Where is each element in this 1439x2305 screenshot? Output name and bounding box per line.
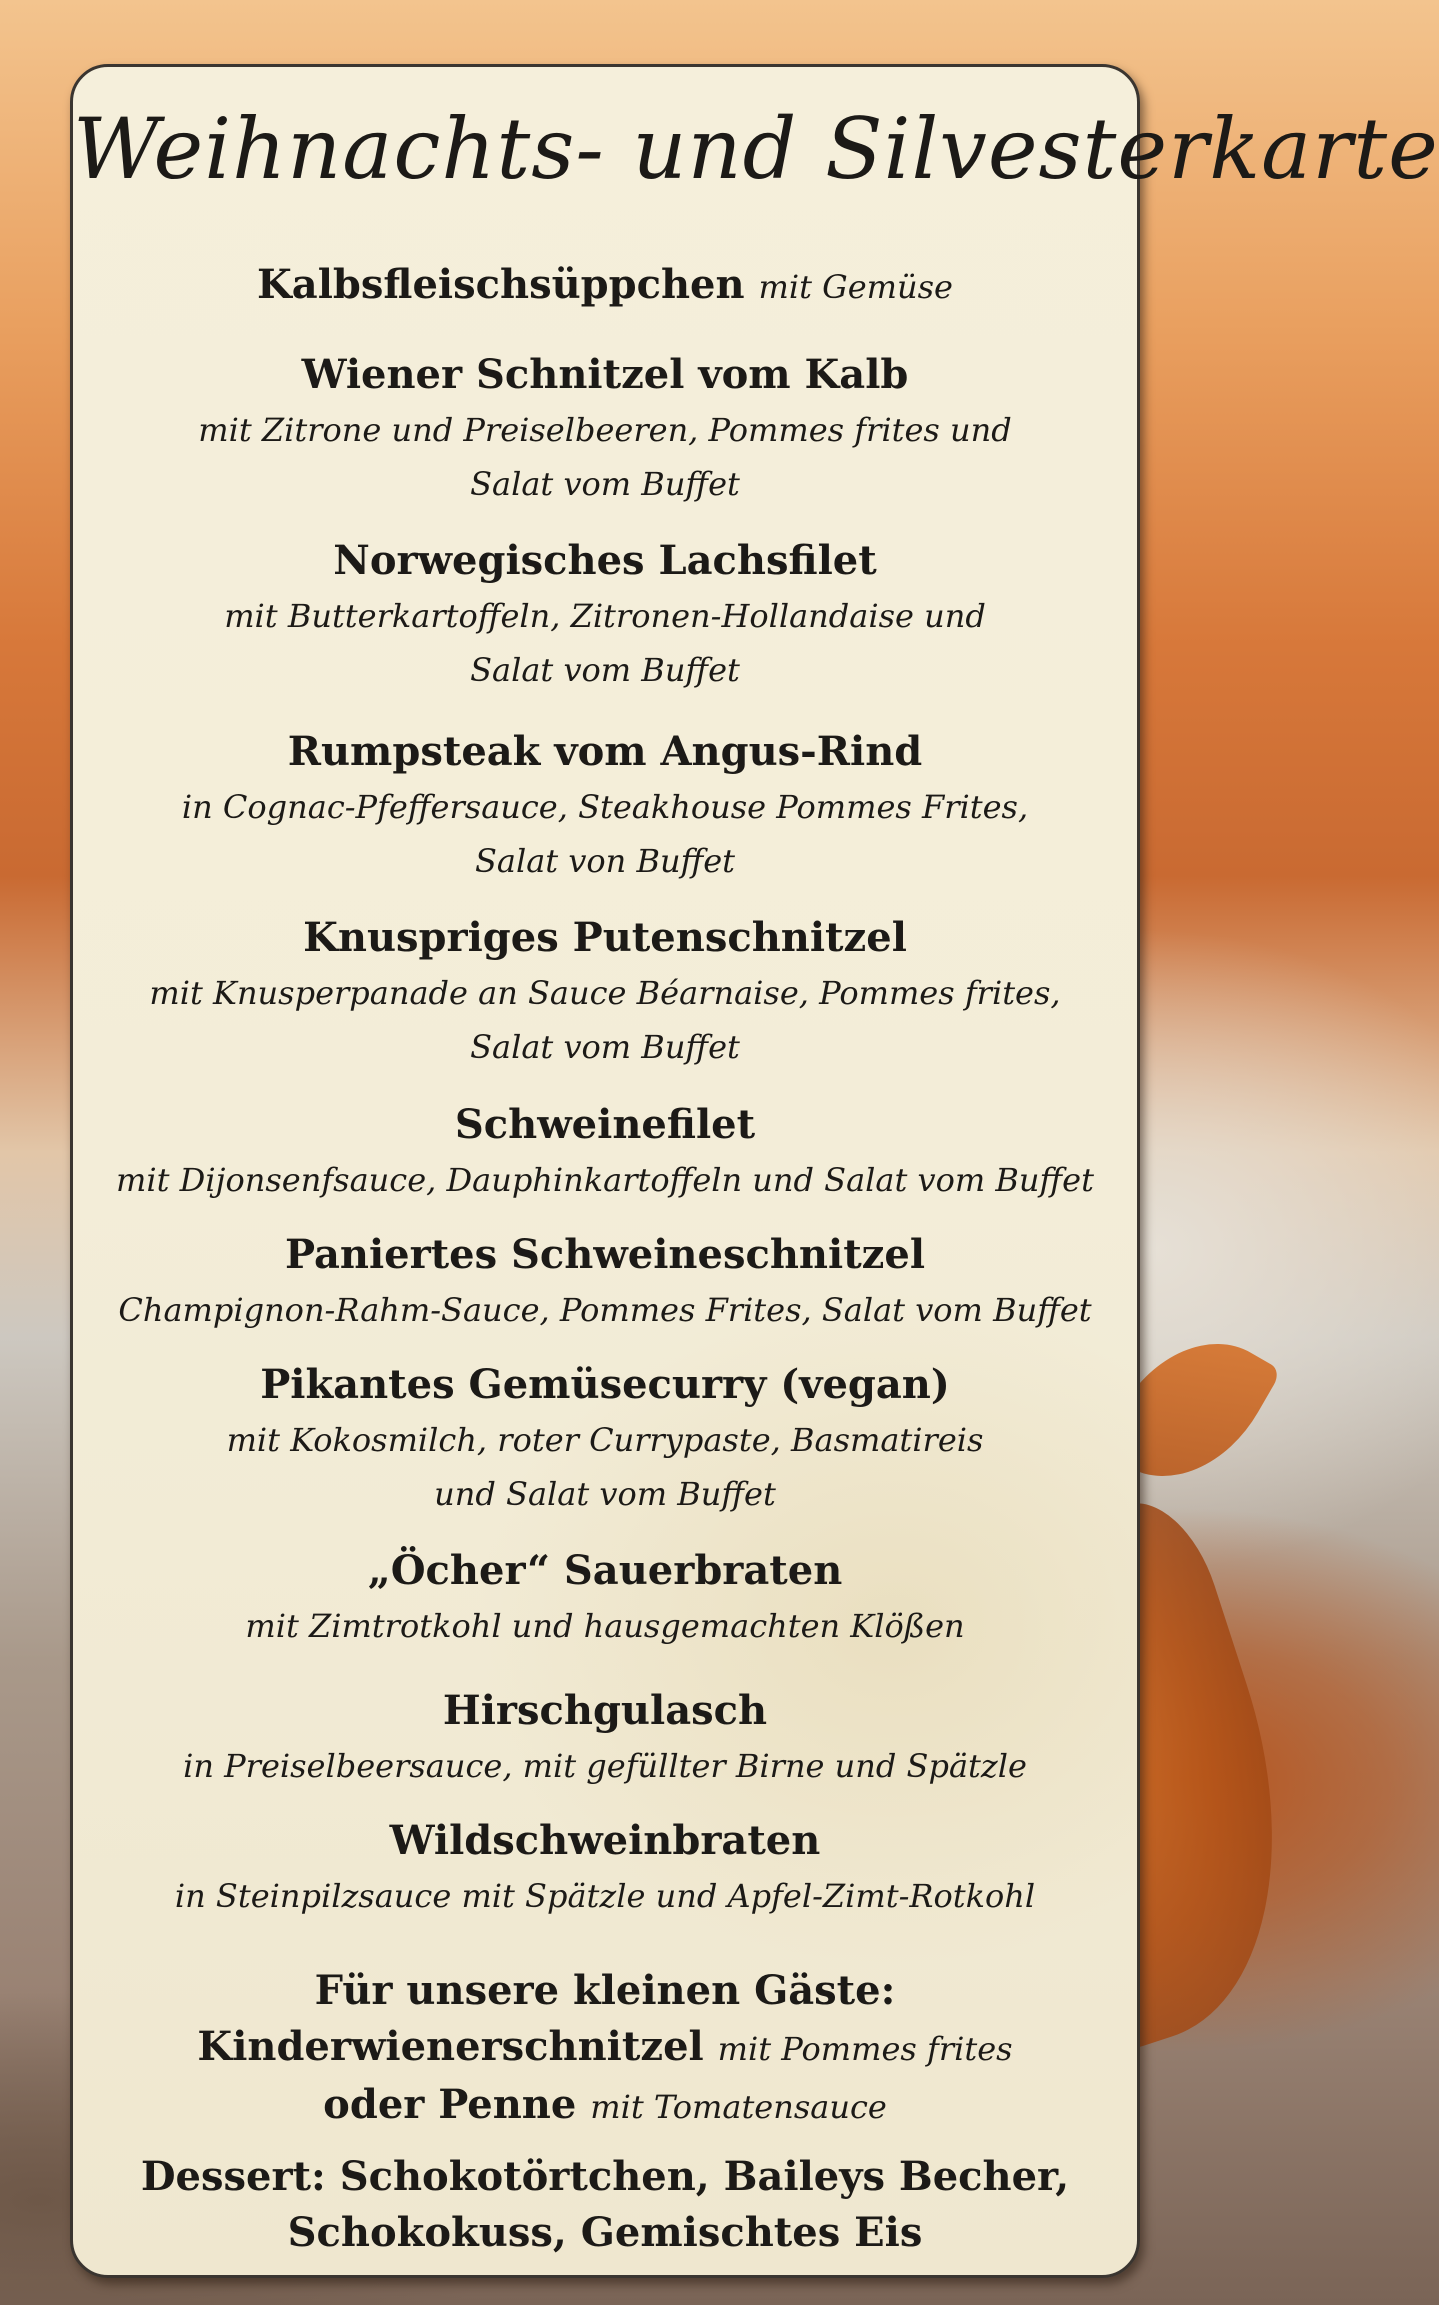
- menu-item-wildschweinbraten: [73, 1813, 1137, 1923]
- dish-name: Hirschgulasch: [442, 1687, 768, 1734]
- dish-name: „Öcher“ Sauerbraten: [367, 1547, 843, 1594]
- menu-card: [70, 64, 1439, 2278]
- kids-dish-name: Kinderwienerschnitzel: [197, 2023, 704, 2070]
- dish-name: Kalbsfleischsüppchen: [257, 261, 745, 308]
- menu-item-hirschgulasch: [73, 1683, 1137, 1793]
- dish-description-line: Salat vom Buffet: [470, 1028, 740, 1066]
- dish-description-line: Salat von Buffet: [474, 842, 736, 880]
- dish-description-line: Champignon-Rahm-Sauce, Pommes Frites, Salat vom Buffet: [118, 1291, 1092, 1329]
- dish-name: Wildschweinbraten: [389, 1817, 821, 1864]
- dish-name: Rumpsteak vom Angus-Rind: [287, 728, 923, 775]
- menu-title: Weihnachts- und Silvesterkarte: [73, 100, 1439, 198]
- dish-name: Paniertes Schweineschnitzel: [284, 1231, 926, 1278]
- dish-description-line: Salat vom Buffet: [470, 651, 740, 689]
- menu-item-sauerbraten: [73, 1543, 1137, 1653]
- kids-dish-name: oder Penne: [323, 2081, 577, 2128]
- dish-description-line: Salat vom Buffet: [470, 465, 740, 503]
- menu-item-gemuesecurry: [73, 1357, 1137, 1521]
- dessert-line: Dessert: Schokotörtchen, Baileys Becher,: [140, 2153, 1070, 2200]
- dish-description-line: in Steinpilzsauce mit Spätzle und Apfel-Zimt-Rotkohl: [174, 1877, 1036, 1915]
- dish-description-line: und Salat vom Buffet: [434, 1475, 776, 1513]
- menu-item-wiener-schnitzel: [73, 347, 1137, 511]
- menu-item-schweineschnitzel: [73, 1227, 1137, 1337]
- dish-description-line: mit Zitrone und Preiselbeeren, Pommes frites und: [198, 411, 1012, 449]
- dish-description-line: mit Zimtrotkohl und hausgemachten Klößen: [245, 1607, 965, 1645]
- dish-name: Knuspriges Putenschnitzel: [303, 914, 907, 961]
- dessert-section: [73, 2149, 1137, 2261]
- menu-item-lachsfilet: [73, 533, 1137, 697]
- dish-description: mit Gemüse: [758, 268, 953, 306]
- dish-description-line: in Preiselbeersauce, mit gefüllter Birne und Spätzle: [183, 1747, 1027, 1785]
- menu-item-rumpsteak: [73, 724, 1137, 888]
- kids-section: [73, 1963, 1137, 2135]
- menu-item-putenschnitzel: [73, 910, 1137, 1074]
- kids-heading: Für unsere kleinen Gäste:: [314, 1967, 896, 2014]
- dish-description-line: in Cognac-Pfeffersauce, Steakhouse Pommes Frites,: [181, 788, 1029, 826]
- dish-name: Pikantes Gemüsecurry (vegan): [260, 1361, 950, 1408]
- dish-description-line: mit Kokosmilch, roter Currypaste, Basmatireis: [226, 1421, 984, 1459]
- kids-dish-description: mit Pommes frites: [717, 2030, 1013, 2068]
- menu-item-kalbsfleischsueppchen: [73, 257, 1137, 315]
- dish-description-line: mit Butterkartoffeln, Zitronen-Hollandaise und: [224, 597, 986, 635]
- kids-dish-description: mit Tomatensauce: [590, 2088, 887, 2126]
- dish-name: Schweinefilet: [454, 1101, 756, 1148]
- dish-description-line: mit Dijonsenfsauce, Dauphinkartoffeln und Salat vom Buffet: [116, 1161, 1094, 1199]
- dish-name: Norwegisches Lachsfilet: [333, 537, 877, 584]
- menu-item-schweinefilet: [73, 1097, 1137, 1207]
- dish-description-line: mit Knusperpanade an Sauce Béarnaise, Pommes frites,: [149, 974, 1061, 1012]
- dessert-line: Schokokuss, Gemischtes Eis: [287, 2209, 923, 2256]
- dish-name: Wiener Schnitzel vom Kalb: [301, 351, 909, 398]
